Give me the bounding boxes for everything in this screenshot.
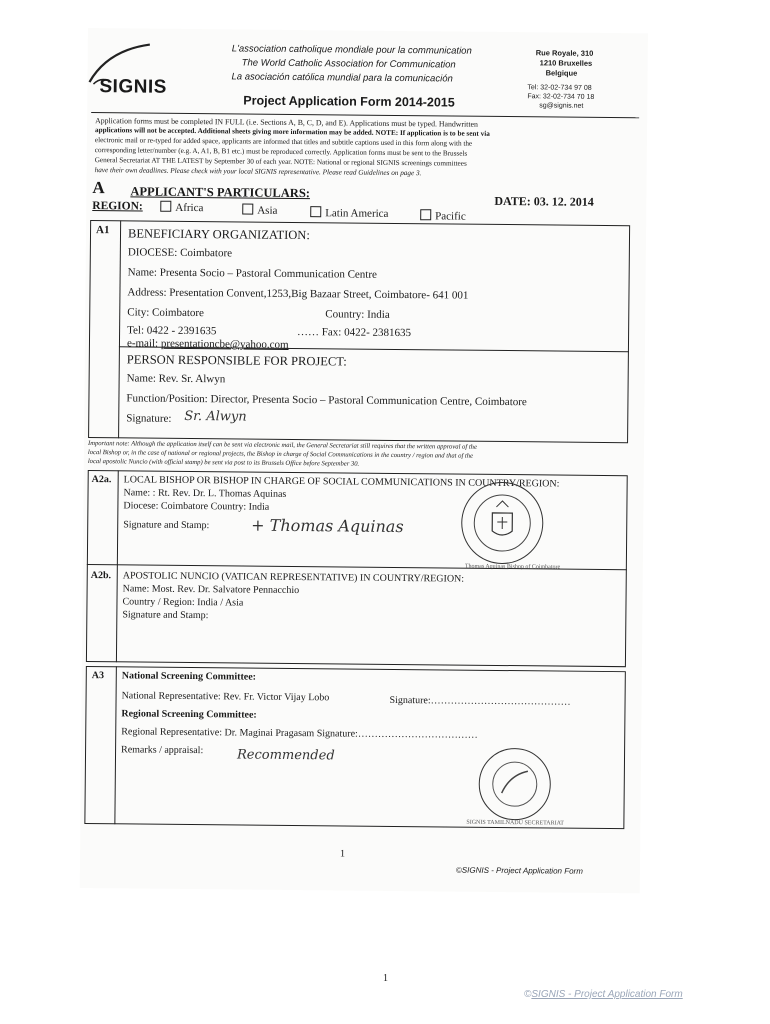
address-line-3: Belgique — [545, 68, 578, 78]
application-date: DATE: 03. 12. 2014 — [494, 193, 594, 209]
instructions-line-3: electronic mail or re-typed for added space, applicants are informed that titles and subtitle captions used in this form along with the — [94, 136, 473, 148]
regional-heading: Regional Screening Committee: — [121, 708, 257, 721]
logo-text: SIGNIS — [99, 76, 167, 98]
remarks-handwritten: Recommended — [236, 747, 335, 764]
regional-representative: Regional Representative: Dr. Maginai Pragasam Signature:……………………………… — [121, 726, 478, 741]
checkbox-asia[interactable] — [242, 203, 253, 214]
a1-code: A1 — [96, 224, 110, 237]
person-function: Function/Position: Director, Presenta Socio – Pastoral Communication Centre, Coimbatore — [126, 392, 527, 409]
a2a-signature: + Thomas Aquinas — [251, 515, 404, 537]
national-representative: National Representative: Rev. Fr. Victor Vijay Lobo — [121, 690, 330, 704]
a3-code: A3 — [91, 670, 105, 682]
scanned-form-page — [80, 28, 648, 893]
remarks-label: Remarks / appraisal: — [121, 744, 204, 757]
address-line-2: 1210 Bruxelles — [539, 58, 593, 68]
copyright-link[interactable]: SIGNIS - Project Application Form — [531, 989, 683, 1000]
person-signature: Sr. Alwyn — [184, 408, 247, 425]
instructions-line-2: applications will not be accepted. Additional sheets giving more information may be added. NOTE: If application is to be sent via — [94, 126, 490, 138]
person-signature-label: Signature: — [126, 412, 172, 425]
a2a-code: A2a. — [91, 474, 112, 486]
region-option-latin-america[interactable]: Latin America — [310, 206, 388, 220]
a2a-name: Name: : Rt. Rev. Dr. L. Thomas Aquinas — [123, 487, 287, 500]
a2a-heading: LOCAL BISHOP OR BISHOP IN CHARGE OF SOCIAL COMMUNICATIONS IN COUNTRY/REGION: — [123, 474, 560, 490]
signis-stamp-text: SIGNIS TAMILNADU SECRETARIAT — [466, 819, 565, 827]
form-title: Project Application Form 2014-2015 — [243, 93, 455, 110]
important-note-line-2: local Bishop or, in the case of national or regional projects, the Bishop in charge of Social Communications in the country / region and that of the — [87, 449, 474, 460]
a1-country: Country: India — [325, 308, 390, 321]
instructions-line-4: corresponding letter/number (e.g. A, A1, B, B1 etc.) must be reproduced correctly. Application forms must be sent to the Brussels — [94, 146, 468, 158]
a2b-signature-label: Signature and Stamp: — [122, 609, 209, 622]
region-option-africa[interactable]: Africa — [160, 201, 203, 214]
signis-stamp — [478, 748, 551, 821]
header-fax: Fax: 32-02-734 70 18 — [527, 93, 595, 101]
section-title: APPLICANT'S PARTICULARS: — [130, 184, 311, 201]
inner-page-number: 1 — [340, 848, 346, 860]
org-name-en: The World Catholic Association for Communication — [241, 57, 456, 71]
instructions-line-1: Application forms must be completed IN FULL (i.e. Sections A, B, C, D, and E). Applications must be typed. Handwritten — [95, 116, 478, 129]
region-label: REGION: — [92, 200, 143, 213]
bishop-stamp-text: Thomas Aquinas Bishop of Coimbatore — [464, 563, 561, 571]
instructions-line-5: General Secretariat AT THE LATEST by September 30 of each year. NOTE: National or regional SIGNIS screenings committees — [94, 156, 467, 168]
important-note-line-3: local apostolic Nuncio (with official stamp) be sent via post to its Brussels Office before September 30. — [87, 458, 360, 468]
header-email: sg@signis.net — [539, 102, 584, 110]
address-line-1: Rue Royale, 310 — [535, 48, 594, 58]
national-signature: Signature:…………………………………… — [389, 694, 571, 708]
a1-fax: …… Fax: 0422- 2381635 — [297, 326, 412, 340]
a2b-country: Country / Region: India / Asia — [122, 596, 244, 609]
bishop-stamp — [461, 482, 544, 565]
a2a-diocese: Diocese: Coimbatore Country: India — [123, 500, 270, 513]
region-option-pacific[interactable]: Pacific — [420, 209, 466, 222]
checkbox-latin-america[interactable] — [310, 206, 321, 217]
a2b-name: Name: Most. Rev. Dr. Salvatore Pennacchio — [122, 583, 300, 597]
a1-city: City: Coimbatore — [127, 306, 205, 320]
a2b-heading: APOSTOLIC NUNCIO (VATICAN REPRESENTATIVE) IN COUNTRY/REGION: — [122, 570, 465, 585]
a1-diocese: DIOCESE: Coimbatore — [127, 246, 233, 260]
a2a-signature-label: Signature and Stamp: — [123, 519, 210, 532]
org-name-fr: L'association catholique mondiale pour la communication — [231, 43, 472, 57]
person-name: Name: Rev. Sr. Alwyn — [126, 372, 226, 386]
page-copyright: ©SIGNIS - Project Application Form — [524, 989, 683, 1000]
section-letter: A — [92, 178, 105, 198]
a1-heading: BENEFICIARY ORGANIZATION: — [127, 226, 310, 243]
person-heading: PERSON RESPONSIBLE FOR PROJECT: — [126, 352, 347, 369]
org-name-es: La asociación católica mundial para la comunicación — [231, 71, 453, 85]
instructions-line-6: have their own deadlines. Please check with your local SIGNIS representative. Please read Guidelines on page 3. — [94, 166, 422, 178]
a1-email: e-mail: presentationcbe@yahoo.com — [126, 337, 289, 351]
a1-org-name: Name: Presenta Socio – Pastoral Communication Centre — [127, 266, 377, 281]
signis-stamp-swoosh-icon — [479, 749, 550, 820]
bishop-crest-icon — [462, 483, 543, 564]
important-note-line-1: Important note: Although the application itself can be sent via electronic mail, the General Secretariat still requires that the written approval of the — [87, 440, 477, 451]
a1-email-value[interactable]: presentationcbe@yahoo.com — [160, 337, 289, 351]
checkbox-africa[interactable] — [160, 201, 171, 212]
a1-address: Address: Presentation Convent,1253,Big Bazaar Street, Coimbatore- 641 001 — [127, 286, 469, 302]
a2b-code: A2b. — [90, 570, 112, 582]
national-heading: National Screening Committee: — [121, 670, 257, 683]
region-option-asia[interactable]: Asia — [242, 203, 277, 216]
checkbox-pacific[interactable] — [420, 209, 431, 220]
a1-tel: Tel: 0422 - 2391635 — [127, 324, 217, 338]
header-tel: Tel: 32-02-734 97 08 — [527, 84, 592, 92]
page-number: 1 — [383, 973, 388, 984]
inner-copyright: ©SIGNIS - Project Application Form — [455, 865, 583, 876]
